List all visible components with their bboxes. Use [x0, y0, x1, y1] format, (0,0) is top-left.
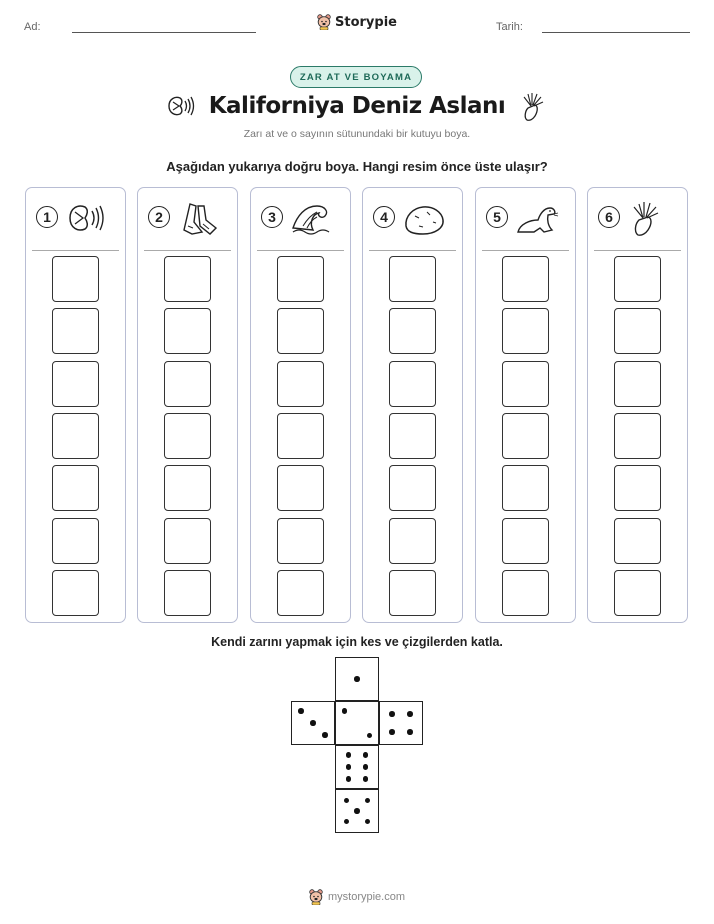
coloring-box[interactable] [614, 361, 661, 407]
column-number: 4 [373, 206, 395, 228]
coloring-box[interactable] [164, 413, 211, 459]
bear-logo-icon [309, 889, 323, 905]
coloring-box[interactable] [614, 570, 661, 616]
name-label: Ad: [24, 21, 41, 33]
coloring-box[interactable] [389, 413, 436, 459]
coloring-box[interactable] [502, 361, 549, 407]
die-pip [342, 708, 348, 714]
coloring-box[interactable] [389, 308, 436, 354]
die-face-3 [291, 701, 335, 745]
cut-instruction: Kendi zarını yapmak için kes ve çizgilerden katla. [211, 635, 503, 649]
die-pip [322, 732, 328, 738]
ocean-wave-icon [289, 198, 335, 238]
column-5 [475, 187, 576, 623]
column-number: 6 [598, 206, 620, 228]
column-number: 2 [148, 206, 170, 228]
page-title: Kaliforniya Deniz Aslanı [208, 93, 506, 119]
coloring-box[interactable] [389, 465, 436, 511]
coloring-box[interactable] [389, 570, 436, 616]
coloring-box[interactable] [614, 308, 661, 354]
coloring-box[interactable] [614, 518, 661, 564]
column-1 [25, 187, 126, 623]
column-divider [144, 250, 231, 251]
brand-logo [0, 14, 714, 30]
bear-logo-icon [317, 14, 331, 30]
coloring-box[interactable] [164, 308, 211, 354]
footer-site[interactable]: mystorypie.com [327, 891, 406, 903]
coloring-box[interactable] [502, 308, 549, 354]
coloring-box[interactable] [614, 465, 661, 511]
instruction-text: Aşağıdan yukarıya doğru boya. Hangi resim önce üste ulaşır? [166, 159, 548, 174]
die-face-2 [335, 701, 379, 745]
coloring-box[interactable] [502, 256, 549, 302]
column-divider [257, 250, 344, 251]
die-pip [354, 676, 360, 682]
coloring-box[interactable] [277, 256, 324, 302]
sea-lion-icon [514, 198, 560, 238]
coloring-box[interactable] [52, 413, 99, 459]
coloring-box[interactable] [277, 413, 324, 459]
coloring-box[interactable] [389, 518, 436, 564]
coloring-box[interactable] [277, 570, 324, 616]
column-2 [137, 187, 238, 623]
coloring-box[interactable] [277, 361, 324, 407]
coloring-box[interactable] [52, 256, 99, 302]
coloring-box[interactable] [52, 570, 99, 616]
footer [0, 889, 714, 905]
coloring-box[interactable] [52, 518, 99, 564]
column-number: 5 [486, 206, 508, 228]
coloring-box[interactable] [164, 465, 211, 511]
sea-anemone-icon [626, 198, 672, 238]
die-pip [363, 764, 369, 770]
coloring-box[interactable] [164, 361, 211, 407]
column-number: 3 [261, 206, 283, 228]
die-pip [346, 752, 352, 758]
coloring-box[interactable] [52, 465, 99, 511]
die-pip [389, 729, 395, 735]
sea-lion-barking-icon [64, 198, 110, 238]
coloring-box[interactable] [502, 518, 549, 564]
die-pip [346, 764, 352, 770]
die-pip [298, 708, 304, 714]
coloring-box[interactable] [389, 256, 436, 302]
die-pip [367, 733, 373, 739]
die-pip [407, 711, 413, 717]
coloring-box[interactable] [277, 518, 324, 564]
coloring-box[interactable] [52, 308, 99, 354]
rock-icon [401, 198, 447, 238]
die-pip [363, 776, 369, 782]
column-divider [594, 250, 681, 251]
coloring-box[interactable] [389, 361, 436, 407]
die-pip [365, 798, 371, 804]
column-divider [482, 250, 569, 251]
die-pip [365, 819, 371, 825]
coloring-box[interactable] [164, 256, 211, 302]
column-4 [362, 187, 463, 623]
coloring-box[interactable] [277, 465, 324, 511]
coloring-box[interactable] [502, 413, 549, 459]
die-pip [389, 711, 395, 717]
coloring-box[interactable] [614, 256, 661, 302]
coloring-box[interactable] [502, 570, 549, 616]
die-pip [354, 808, 360, 814]
date-line[interactable] [542, 32, 690, 33]
die-pip [346, 776, 352, 782]
coloring-box[interactable] [277, 308, 324, 354]
die-face-6 [335, 745, 379, 789]
die-pip [344, 798, 350, 804]
column-6 [587, 187, 688, 623]
date-label: Tarih: [496, 21, 523, 33]
coloring-box[interactable] [164, 518, 211, 564]
flippers-icon [176, 198, 222, 238]
column-divider [32, 250, 119, 251]
coloring-box[interactable] [164, 570, 211, 616]
die-pip [344, 819, 350, 825]
name-line[interactable] [72, 32, 256, 33]
column-divider [369, 250, 456, 251]
die-face-1 [335, 657, 379, 701]
die-pip [310, 720, 316, 726]
die-pip [363, 752, 369, 758]
sea-anemone-icon [518, 90, 546, 122]
die-face-4 [379, 701, 423, 745]
die-pip [407, 729, 413, 735]
column-number: 1 [36, 206, 58, 228]
coloring-box[interactable] [502, 465, 549, 511]
column-3 [250, 187, 351, 623]
coloring-box[interactable] [614, 413, 661, 459]
brand-name: Storypie [335, 14, 397, 30]
activity-badge: ZAR AT VE BOYAMA [290, 66, 422, 88]
coloring-box[interactable] [52, 361, 99, 407]
page-subtitle: Zarı at ve o sayının sütunundaki bir kutuyu boya. [243, 128, 471, 140]
die-face-5 [335, 789, 379, 833]
